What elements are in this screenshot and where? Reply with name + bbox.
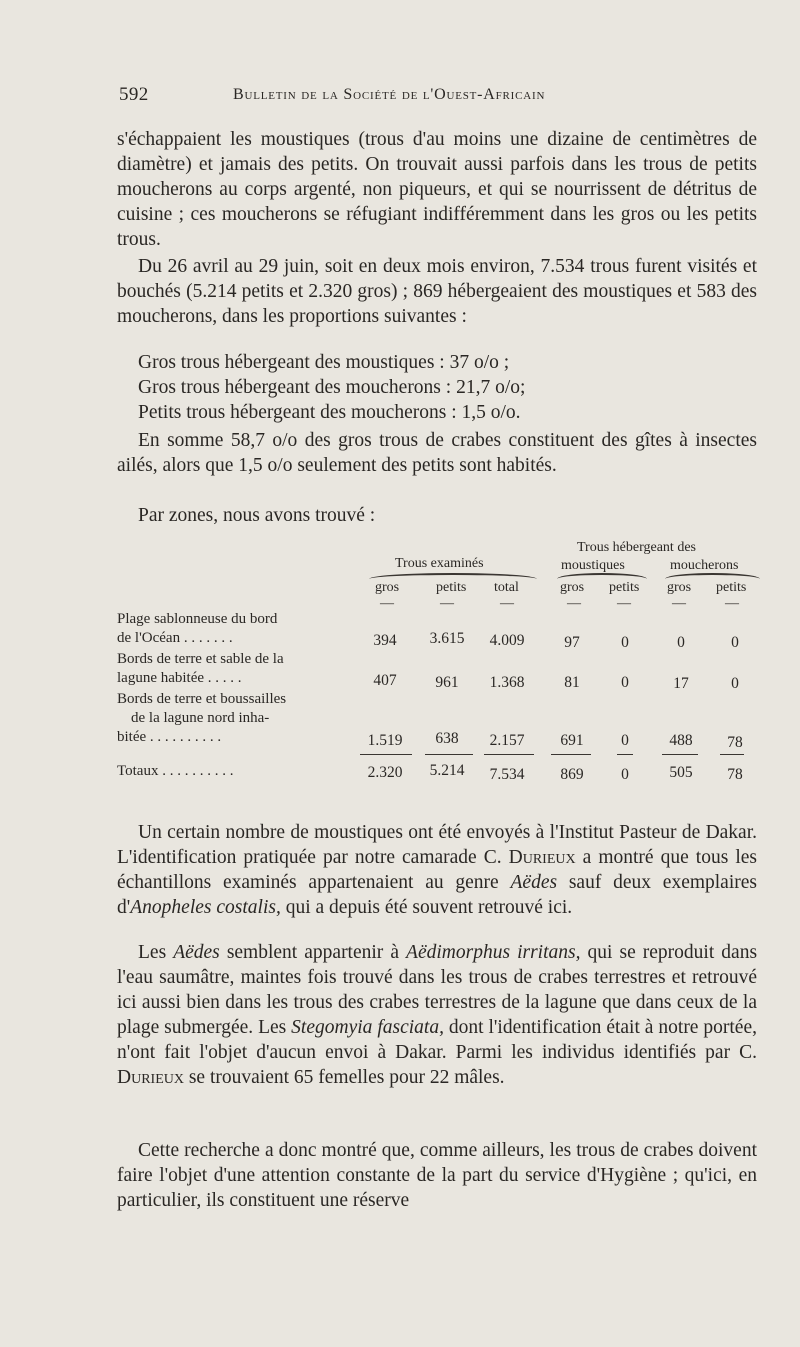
total-cell: 7.534 — [489, 766, 525, 783]
cell: 3.615 — [429, 630, 465, 647]
running-title: Bulletin de la Société de l'Ouest-Africain — [233, 86, 546, 103]
cell: 1.519 — [367, 732, 403, 749]
genus-name: Aëdes — [510, 872, 558, 893]
cell: 1.368 — [489, 674, 525, 691]
col-dash: — — [617, 596, 631, 611]
text-run: qui se reproduit dans l'eau saumâtre, maintes fois trouvé dans les trous de crabes terrestres et retrouvé ici aussi bien dans les trous des crabes terrestres de la lagune que dans ceux de la plage submergée. Les — [117, 942, 758, 1038]
sum-rule — [662, 754, 698, 755]
header-group-hosting: Trous hébergeant des — [577, 540, 696, 555]
header-group-examined: Trous examinés — [395, 556, 484, 571]
paragraph-6 — [117, 940, 757, 1090]
proportion-line-1: Gros trous hébergeant des moustiques : 37 o/o ; — [138, 352, 510, 373]
sum-rule — [425, 754, 473, 755]
paragraph-5 — [117, 820, 757, 920]
row-label — [117, 650, 284, 688]
cell: 394 — [373, 632, 397, 649]
text-run: sauf deux exemplaires d' — [117, 872, 757, 918]
row-label — [117, 610, 277, 648]
row-label-line: de l'Océan . . . . . . . — [117, 630, 233, 646]
total-cell: 2.320 — [367, 764, 403, 781]
cell: 2.157 — [489, 732, 525, 749]
text-run: Un certain nombre de moustiques ont été envoyés à l'Institut Pasteur de Dakar. L'identification pratiquée par notre camarade C. — [117, 822, 757, 868]
sum-rule — [617, 754, 633, 755]
col-dash: — — [725, 596, 739, 611]
col-header-gros-1: gros — [375, 580, 400, 595]
text-run: dont l'identification était à notre portée, n'ont fait l'objet d'aucun envoi à Dakar. Parmi les individus identifiés par C. — [117, 1017, 757, 1063]
cell: 0 — [621, 634, 629, 651]
paragraph-2: Du 26 avril au 29 juin, soit en deux mois environ, 7.534 trous furent visités et bouchés (5.214 petits et 2.320 gros) ; 869 hébergeaient des moustiques et 583 des moucherons, dans les proportions suivantes : — [117, 256, 757, 327]
proportion-line-3: Petits trous hébergeant des moucherons : 1,5 o/o. — [138, 402, 521, 423]
header-sub-moucherons: moucherons — [670, 558, 739, 573]
col-dash: — — [672, 596, 686, 611]
row-label-line: de la lagune nord inha- — [131, 710, 270, 726]
cell: 97 — [564, 634, 580, 651]
genus-name: Aëdes — [173, 942, 220, 963]
total-cell: 0 — [621, 766, 629, 783]
col-dash: — — [500, 596, 514, 611]
cell: 407 — [373, 672, 397, 689]
cell: 78 — [727, 734, 743, 751]
col-header-gros-3: gros — [667, 580, 692, 595]
data-table — [117, 540, 767, 800]
row-label — [117, 690, 286, 747]
header-sub-moustiques: moustiques — [561, 558, 625, 573]
total-cell: 78 — [727, 766, 743, 783]
proportion-line-2: Gros trous hébergeant des moucherons : 21,7 o/o; — [138, 377, 526, 398]
col-header-petits-2: petits — [609, 580, 640, 595]
col-dash: — — [380, 596, 394, 611]
cell: 0 — [677, 634, 685, 651]
row-label-line: Bords de terre et sable de la — [117, 651, 284, 667]
totals-label: Totaux . . . . . . . . . . — [117, 763, 234, 779]
paragraph-3: En somme 58,7 o/o des gros trous de crabes constituent des gîtes à insectes ailés, alors que 1,5 o/o seulement des petits sont habités. — [117, 430, 757, 476]
col-header-total: total — [494, 580, 519, 595]
paragraph-4: Par zones, nous avons trouvé : — [138, 505, 376, 526]
species-name: Stegomyia fasciata, — [291, 1017, 444, 1038]
page-number: 592 — [119, 84, 149, 105]
cell: 81 — [564, 674, 580, 691]
col-header-gros-2: gros — [560, 580, 585, 595]
text-run: semblent appartenir à — [226, 942, 399, 963]
row-label-line: lagune habitée . . . . . — [117, 670, 242, 686]
cell: 17 — [673, 675, 689, 692]
cell: 0 — [731, 675, 739, 692]
text-run: a montré que tous les échantillons examinés appartenaient au genre — [117, 847, 757, 893]
species-name: Aëdimorphus irritans, — [406, 942, 581, 963]
total-cell: 869 — [560, 766, 584, 783]
row-label-line: Bords de terre et boussailles — [117, 691, 287, 707]
row-label-line: bitée . . . . . . . . . . — [117, 729, 222, 745]
col-dash: — — [440, 596, 454, 611]
sum-rule — [360, 754, 412, 755]
cell: 638 — [435, 730, 459, 747]
text-run: qui a depuis été souvent retrouvé ici. — [285, 897, 573, 918]
col-header-petits-1: petits — [436, 580, 467, 595]
cell: 691 — [560, 732, 584, 749]
paragraph-7: Cette recherche a donc montré que, comme ailleurs, les trous de crabes doivent faire l'objet d'une attention constante de la part du service d'Hygiène ; qu'ici, en particulier, ils constituent une réserve — [117, 1140, 757, 1211]
total-cell: 505 — [669, 764, 693, 781]
author-name: Durieux — [508, 847, 576, 868]
species-name: Anopheles costalis, — [130, 897, 281, 918]
cell: 4.009 — [489, 632, 525, 649]
col-header-petits-3: petits — [716, 580, 747, 595]
text-run: se trouvaient 65 femelles pour 22 mâles. — [188, 1067, 505, 1088]
sum-rule — [484, 754, 534, 755]
sum-rule — [551, 754, 591, 755]
col-dash: — — [567, 596, 581, 611]
cell: 0 — [621, 674, 629, 691]
total-cell: 5.214 — [429, 762, 465, 779]
text-run: Les — [138, 942, 167, 963]
cell: 0 — [731, 634, 739, 651]
cell: 488 — [669, 732, 693, 749]
paragraph-1: s'échappaient les moustiques (trous d'au moins une dizaine de centimètres de diamètre) et jamais des petits. On trouvait aussi parfois dans les trous de petits moucherons au corps argenté, non piqueurs, et qui se nourrissent de détritus de cuisine ; ces moucherons se réfugiant indifféremment dans les gros ou les petits trous. — [117, 129, 757, 250]
sum-rule — [720, 754, 744, 755]
cell: 0 — [621, 732, 629, 749]
row-label-line: Plage sablonneuse du bord — [117, 611, 278, 627]
author-name: Durieux — [117, 1067, 184, 1088]
cell: 961 — [435, 674, 459, 691]
